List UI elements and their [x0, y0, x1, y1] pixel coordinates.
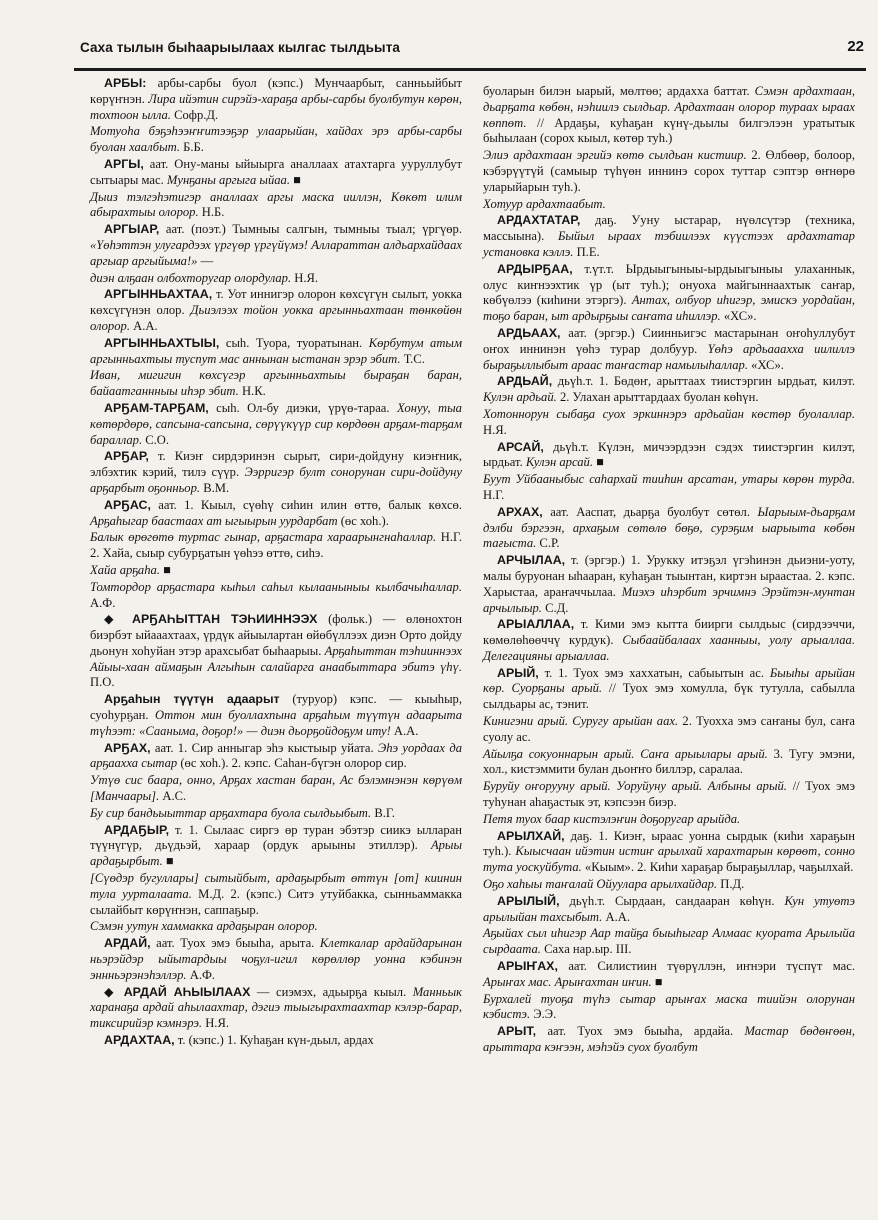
dictionary-entry — [483, 505, 855, 552]
example-text: Иван, мигигин көхсүгэр аргынньахтыы быраҕан баран, байаатганнныы иһэр эбит. — [90, 368, 462, 399]
headword: АРБЫ: — [104, 76, 147, 90]
headword: АРДАЙ, — [104, 936, 151, 951]
headword: АРЫЛХАЙ, — [497, 828, 565, 843]
example-text: Кулэн арсай. — [525, 455, 593, 470]
dictionary-entry — [90, 806, 462, 822]
example-text: Быйыл ыраах тэбиилээх күүстээх ардахтатар установка кэллэ. — [483, 229, 855, 259]
definition-text: — сиэмэх, адьырҕа кыыл. — [250, 984, 413, 999]
example-text: Мотуоһа бэҕэһээҥҥитээҕэр улаарыйан, хайдах эрэ арбы-сарбы буолан хаалбыт. — [90, 124, 462, 155]
source-text: Н.Б. — [198, 205, 225, 220]
source-text: А.С. — [159, 789, 187, 804]
headword: АРҔАХ, — [104, 740, 151, 755]
example-text: Кун утуөтэ арылыйан тахсыбыт. — [483, 893, 855, 924]
source-text: 3. Тугу эмэни, хол., кистэммити булан дьоҥҥо биллэр, саралаа. — [483, 746, 855, 777]
source-text: В.М. — [200, 480, 230, 495]
headword: АРДАХТАА, — [104, 1033, 175, 1048]
source-text: «ХС». — [748, 357, 784, 372]
source-text: // Ардаҕы, куһаҕан күнү-дьылы билгэлээн уратытык быһылаан (сорох кыыл, көтөр туһ.) — [483, 115, 855, 146]
page-number: 22 — [847, 38, 864, 55]
example-text: Утүө сис баара, онно, Арҕах хастан баран, Ас бэлэмнэнэн көрүөм [Манчаары]. — [90, 773, 462, 804]
definition-text: т. (эргэр.) 1. Урукку итэҕэл үгэһинэн дьиэни-уоту, малы буруонан ыһааран, куһаҕан тыынтан, киртэн ыраастаа. 2. кэпс. Харыстаа, араҥаччылаа. — [483, 553, 855, 599]
example-text: Хотуур ардахтаабыт. — [483, 196, 606, 211]
source-text: С.Р. — [536, 536, 560, 551]
dictionary-entry — [90, 449, 462, 496]
dictionary-entry — [483, 829, 855, 876]
dictionary-entry — [90, 692, 462, 739]
dictionary-entry — [90, 563, 462, 579]
dictionary-entry — [483, 714, 855, 746]
source-text: М.Д. 2. (кэпс.) Ситэ утуйбакка, сынньаммакка сылайбыт көрүҥнэн, саппаҕыр. — [90, 886, 462, 917]
source-text: А.А. — [129, 318, 158, 333]
example-text: Ээрригэр булт сонорунан сири-дойдуну арҕарбыт оҕонньор. — [90, 465, 462, 495]
dictionary-entry — [483, 812, 855, 828]
example-text: Көрбутум атым аргынньахтыы туспут мас аннынан ыстанан эрэр эбит. — [90, 335, 462, 366]
example-text: Томтордор арҕастара кыһыл саһыл кылааныныы кылбачыһаллар. — [90, 579, 462, 594]
definition-text: дьүһ.т. Сырдаан, сандааран көһүн. — [559, 893, 785, 908]
dictionary-entry — [483, 84, 855, 147]
dictionary-entry — [90, 401, 462, 448]
definition-text: даҕ. 1. Киэҥ, ыраас уонна сырдык (киһи хараҕын туһ.). — [483, 828, 855, 859]
headword: АРДАХТАТАР, — [497, 213, 581, 228]
source-text: 2. Улахан арыттардаах буолан көһүн. — [556, 390, 759, 405]
dictionary-entry — [90, 190, 462, 222]
example-text: Дыиз тэлгэһэтигэр аналлаах аргы маска ииллэн, Көкөт илим абырахтыы олорор. — [90, 189, 462, 220]
definition-text: аат. 1. Сир анныгар эһэ кыстыыр уйата. — [150, 740, 378, 755]
definition-text: т.үт.т. Ырдыыгыныы-ырдыыгыныы улаханнык, олус киҥнээхтик үр (ыт туһ.); онуоха майгыннаахтык саҥар, көбүөлээ (киһини этэргэ). — [483, 261, 855, 308]
dictionary-entry — [483, 894, 855, 926]
source-text: А.А. — [602, 909, 630, 924]
definition-text: аат. 1. Кыыл, сүөһү сиһин илин өттө, балык көхсө. — [150, 497, 462, 512]
source-text: Н.Я. — [291, 270, 319, 285]
headword: АРҔАР, — [104, 449, 149, 464]
example-text: Арҕаһыгар баастаах ат ыгыырын уурдарбат — [90, 513, 338, 528]
example-text: Хайа арҕаһа. — [90, 562, 160, 577]
dictionary-entry — [483, 148, 855, 195]
dictionary-entry — [90, 612, 462, 691]
definition-text: аат. Ааспат, дьарҕа буолбут сөтөл. — [542, 504, 758, 519]
dictionary-entry — [483, 553, 855, 616]
example-text: Клеткалар ардайдарынан ньэрэйдэр ыйытардыы чоҕул-игил көрөллөр уонна кэбинэн эннньэрэнэһэллэр. — [90, 936, 462, 982]
definition-text: даҕ. Ууну ыстарар, нүөлсүтэр (техника, массыына). — [483, 213, 855, 244]
dictionary-entry — [90, 157, 462, 189]
dictionary-entry — [90, 124, 462, 156]
definition-text: аат. Ону-маны ыйыырга аналлаах атахтарга ууруллубут сытыары мас. — [90, 156, 462, 187]
example-text: Үөһэ ардьааахха иилиллэ быраҕыллыбыт араас таҥастар намылыһаллар. — [483, 341, 855, 372]
headword: АРЫЛЫЙ, — [497, 893, 560, 908]
definition-text: аат. Туох эмэ быыһа, арыта. — [150, 936, 320, 951]
definition-text: т. 1. Туох эмэ хаххатын, сабыытын ас. — [538, 665, 770, 680]
source-text: П.Е. — [573, 244, 600, 259]
source-text: Н.Я. — [483, 422, 507, 437]
example-text: Мастар бөдөҥөөн, арыттара кэҥээн, мэһэйэ суох буолбут — [483, 1024, 855, 1055]
source-text: (өс хоһ.). 2. кэпс. Саһан-бүгэн олорор сир. — [177, 756, 407, 771]
definition-text: аат. Туох эмэ быыһа, ардайа. — [536, 1024, 745, 1039]
running-title: Саха тылын быһаарыылаах кылгас тылдьыта — [80, 40, 401, 55]
example-text: Буруйу оҥорууну арый. Уоруйуну арый. Албыны арый. — [483, 779, 787, 794]
headword: АРҔАС, — [104, 497, 151, 512]
headword: АРЫҤАХ, — [497, 959, 558, 974]
example-text: Лира ийэтин сирэйэ-хараҕа арбы-сарбы буолбутун көрөн, тохтоон ылла. — [90, 91, 462, 122]
right-column — [483, 84, 855, 1057]
source-text: // Туох эмэ туһунан аһаҕастык эт, кэпсээн биэр. — [483, 779, 855, 810]
headword: АРСАЙ, — [497, 439, 544, 454]
example-text: Кинигэни арый. Суругу арыйан аах. — [483, 714, 679, 729]
source-text: Софр.Д. — [170, 107, 219, 122]
example-text: Быыһы арыйан көр. Суорҕаны арый. — [483, 665, 855, 696]
definition-text: т. 1. Сылаас сиргэ өр туран эбэтэр сиикэ ылларан түүнүгүр, дьүдьэй, хараар (ордук арыыны этиллэр). — [90, 822, 462, 853]
definition-text: т. Кими эмэ кытта биирги сылдьыс (сирдээччи, көмөлөһөөччү курдук). — [483, 617, 855, 648]
dictionary-entry — [483, 262, 855, 325]
example-text: Сыбаайбалаах хаанныы, уолу арыаллаа. Делегацияны арыаллаа. — [483, 633, 855, 663]
dictionary-entry — [483, 440, 855, 472]
definition-text: т. Уот иннигэр олорон көхсүгүн сылыт, уокка көхсүгүнэн олор. — [90, 287, 462, 318]
source-text: С.О. — [142, 432, 170, 447]
definition-text: сыһ. Ол-бу диэки, үрүө-тараа. — [208, 400, 397, 415]
source-text: П.О. — [90, 675, 115, 690]
source-text: Н.Г. — [483, 487, 505, 502]
example-text: Арыҥах мас. Арыҥахтан иҥин. — [483, 974, 652, 989]
source-text: 2. Өлбөөр, болоор, кэбэрүүтүй (самыыр түһүөн иннинэ сорох туттар сэптэр өҥнөрө уларыйарын туһ.). — [483, 148, 855, 194]
example-text: Мунҕаны аргыга ыйаа. — [166, 172, 290, 187]
source-text: — — [197, 253, 214, 268]
dictionary-entry — [483, 877, 855, 893]
source-text: Б.Б. — [180, 140, 204, 155]
example-text: Балык өрөгөтө туртас гынар, арҕастара хараарынгнаһаллар. — [90, 530, 437, 545]
source-text: «ХС». — [720, 309, 757, 324]
source-text: Н.К. — [238, 384, 266, 399]
dictionary-entry — [483, 666, 855, 713]
source-text: Т.С. — [400, 351, 425, 366]
dictionary-entry — [483, 926, 855, 958]
source-text: «Кыым». 2. Киһи хараҕар быраҕыллар, чаҕылхай. — [581, 860, 854, 875]
dictionary-entry — [483, 747, 855, 779]
dictionary-entry — [90, 773, 462, 805]
example-text: Арҕаһыттан тэһииннээх Айыы-хаан аймаҕын Алгыһын салайарга анаабыттара эбитэ үһү. — [90, 643, 462, 674]
headword: АРДЬААХ, — [497, 325, 561, 340]
source-text: ■ — [593, 455, 604, 470]
dictionary-entry — [483, 1024, 855, 1056]
dictionary-entry — [483, 959, 855, 991]
example-text: Миэхэ иһэрбит эрчимнэ Эрэйтэн-мунтан арчылыыр. — [483, 584, 855, 615]
headword: АРЫАЛЛАА, — [497, 617, 575, 632]
example-text: [Сүөдэр бугуллары] сытыйбыт, ардаҕырбыт өттүн [от] киинин тула уурталаата. — [90, 871, 462, 901]
example-text: «Үөһэттэн улугардээх үргүөр үргүйүмэ! Аллараттан алдьархайдаах аргыар аргыйыма!» — [90, 237, 462, 268]
headword: АРГЫННЬАХТАА, — [104, 287, 213, 302]
source-text: ■ — [651, 974, 663, 989]
definition-text: буоларын билэн ыарый, мөлтөө; ардахха баттат. — [483, 84, 755, 98]
source-text: Э.Э. — [530, 1007, 557, 1022]
definition-text: дьүһ.т. Күлэн, мичээрдээн сэдэх тиистэргин килэт, ырдьат. — [483, 439, 855, 470]
source-text: А.Ф. — [186, 967, 216, 982]
headword: АРЧЫЛАА, — [497, 553, 566, 568]
example-text: Антах, олбуор иһигэр, эмискэ уордайан, тоҕо баран, ыт ардырҕыы саҥата иһиллэр. — [483, 293, 855, 324]
dictionary-entry — [90, 222, 462, 269]
example-text: Дьиэлээх тойон уокка аргынньахтаан төнкөйөн олорор. — [90, 303, 462, 333]
example-text: Хонуу, тыа көтөрдөрө, сапсына-сапсына, сөрүүкүүр сир көрдөөн арҕам-тарҕам бараллар. — [90, 400, 462, 447]
definition-text: аат. (эргэр.) Сиинньигэс мастарынан оҥоһуллубут оҥох иннинэн үөһэ турар долбуур. — [483, 325, 855, 356]
source-text: С.Д. — [541, 600, 569, 615]
page-header — [74, 38, 866, 71]
dictionary-entry — [90, 823, 462, 870]
definition-text: (туруор) кэпс. — кыыһыр, суоһурҕан. — [90, 692, 462, 723]
headword: ◆ АРДАЙ АҺЫЫЛААХ — [104, 984, 251, 999]
dictionary-entry — [90, 76, 462, 123]
definition-text: дьүһ.т. 1. Бөдөҥ, арыттаах тиистэргин ырдьат, килэт. — [552, 374, 855, 389]
example-text: Сэмэн уутун хаммакка ардаҕыран олорор. — [90, 919, 318, 934]
definition-text: т. (кэпс.) 1. Куһаҕан күн-дьыл, ардах — [174, 1033, 374, 1048]
example-text: Кыысчаан ийэтин истиҥ арылхай харахтарын көрөөт, сонно тута уоскуйбута. — [483, 844, 855, 875]
dictionary-entry — [90, 580, 462, 612]
dictionary-entry — [483, 197, 855, 213]
dictionary-entry — [90, 871, 462, 918]
example-text: Айылҕа сокуоннарын арый. Саҥа арыылары арый. — [483, 746, 768, 761]
headword: АРДЫРҔАА, — [497, 261, 573, 276]
example-text: Хотоннорун сыбаҕа суох эркиннэрэ ардьайан көстөр буолаллар. — [483, 406, 855, 421]
left-column — [90, 76, 462, 1050]
definition-text: т. Киэҥ сирдэринэн сырыт, сири-дойдуну киэҥник, элбэхтик кэрий, тилэ сүүр. — [90, 449, 462, 480]
dictionary-entry — [483, 407, 855, 439]
dictionary-entry — [483, 779, 855, 811]
example-text: Элиэ ардахтаан эргийэ көтө сылдьан кистиир. — [483, 148, 747, 163]
headword: АРХАХ, — [497, 504, 543, 519]
example-text: Петя туох баар кистэлэҥин доҕоругар арыйда. — [483, 811, 741, 826]
definition-text: (фольк.) — өлөнохтон биэрбэт ыйааахтаах, үрдүк айыылартан өйөбүллээх диэн Орто дойду дьонун хоһуйан этэр арахсыбат быһаарыы. — [90, 612, 462, 658]
headword: ◆ АРҔАҺЫТТАН ТЭҺИИННЭЭХ — [104, 612, 318, 627]
dictionary-entry — [90, 287, 462, 334]
example-text: Кулэн ардьай. — [483, 390, 557, 405]
definition-text: арбы-сарбы буол (кэпс.) Мунчаарбыт, санньыйбыт көрүҥнэн. — [90, 76, 462, 106]
example-text: Бурхалей туоҕа түһэ сытар арыҥах маска тиийэн олорунан кэбистэ. — [483, 991, 855, 1022]
source-text: (өс хоһ.). — [337, 513, 389, 528]
example-text: Арыы ардаҕырбыт. — [90, 838, 462, 869]
source-text: ■ — [162, 854, 174, 869]
source-text: А.Ф. — [90, 595, 116, 610]
source-text: 2. Туоххa эмэ саҥаны бул, саҥа суолу ас. — [483, 714, 855, 744]
example-text: Аҕыйах сыл иһигэр Аар тайҕа быыһыгар Алмаас куората Арылыйа сырдаата. — [483, 926, 855, 957]
dictionary-entry — [90, 368, 462, 400]
dictionary-entry — [90, 336, 462, 368]
dictionary-entry — [90, 919, 462, 935]
headword: АРЫЙ, — [497, 665, 539, 680]
headword: АРДЬАЙ, — [497, 374, 553, 389]
dictionary-entry — [90, 936, 462, 983]
source-text: В.Г. — [371, 805, 395, 820]
dictionary-entry — [90, 985, 462, 1032]
example-text: Оҕо хаһыы таҥалай Ойуулара арылхайдар. — [483, 877, 718, 892]
source-text: П.Д. — [717, 877, 745, 892]
source-text: ■ — [159, 562, 171, 577]
headword: АРДАҔЫР, — [104, 822, 170, 837]
definition-text: аат. (поэт.) Тымныы салгын, тымныы тыал; үргүөр. — [159, 222, 462, 237]
example-text: диэн алҕаан олбохторугар олордулар. — [90, 270, 292, 285]
dictionary-entry — [483, 472, 855, 504]
example-text: Ыарыым-дьарҕам дэлби бэргээн, архаҕым сөтөлө бөҕө, сурэҕим ыарыыта көбөн тағыста. — [483, 504, 855, 551]
example-text: Сэмэн ардахтаан, дьарҕата көбөн, нэһиилэ сылдьар. Ардахтаан олорор тураах ыраах көппөт. — [483, 84, 856, 130]
dictionary-entry — [90, 271, 462, 287]
example-text: Бу сир бандьыыттар арҕахтара буола сылдьыбыт. — [90, 805, 372, 820]
headword: АРГЫАР, — [104, 222, 160, 237]
dictionary-entry — [483, 992, 855, 1024]
source-text: А.А. — [390, 723, 419, 738]
headword: АРГЫННЬАХТЫЫ, — [104, 335, 220, 350]
dictionary-entry — [90, 741, 462, 773]
definition-text: аат. Силистиин түөрүллэн, иҥнэри түспүт мас. — [557, 959, 855, 974]
dictionary-entry — [483, 326, 855, 373]
headword: Арҕаһын түүтүн адаарыт — [104, 692, 280, 707]
example-text: Манньык харанаҕа ардай аһылаахтар, дэгиэ тыыгырахтаахтар кэлэр-барар, тиксирийэр кэмнэрэ. — [90, 984, 462, 1031]
dictionary-entry — [90, 530, 462, 562]
dictionary-entry — [483, 617, 855, 664]
example-text: Буут Уйбааныбыс саһархай тииһин арсатан, утары көрөн турда. — [483, 472, 855, 487]
source-text: Н.Я. — [202, 1016, 229, 1031]
definition-text: сыһ. Туора, туоратынан. — [219, 335, 369, 350]
dictionary-entry — [90, 1033, 462, 1049]
headword: АРГЫ, — [104, 156, 144, 171]
source-text: ■ — [289, 172, 301, 187]
headword: АРЫТ, — [497, 1024, 537, 1039]
dictionary-entry — [483, 374, 855, 406]
headword: АРҔАМ-ТАРҔАМ, — [104, 400, 209, 415]
source-text: // Туох эмэ хомулла, бүк тутулла, сабылла сылдьары ас, тэнит. — [483, 681, 855, 712]
example-text: Оттон мин буоллахпына арҕаһым түүтүн адаарыта түһээт: «Сааныма, доҕор!» — диэн дьорҕойдоҕум иту! — [90, 708, 462, 738]
source-text: Н.Г. 2. Хайа, сыыр субурҕатын үөһээ өттө, сиһэ. — [90, 530, 462, 561]
source-text: Саха нар.ыр. III. — [540, 942, 632, 957]
example-text: Эһэ уордаах да арҕаахха сытар — [90, 740, 462, 771]
dictionary-entry — [483, 213, 855, 260]
dictionary-entry — [90, 498, 462, 530]
